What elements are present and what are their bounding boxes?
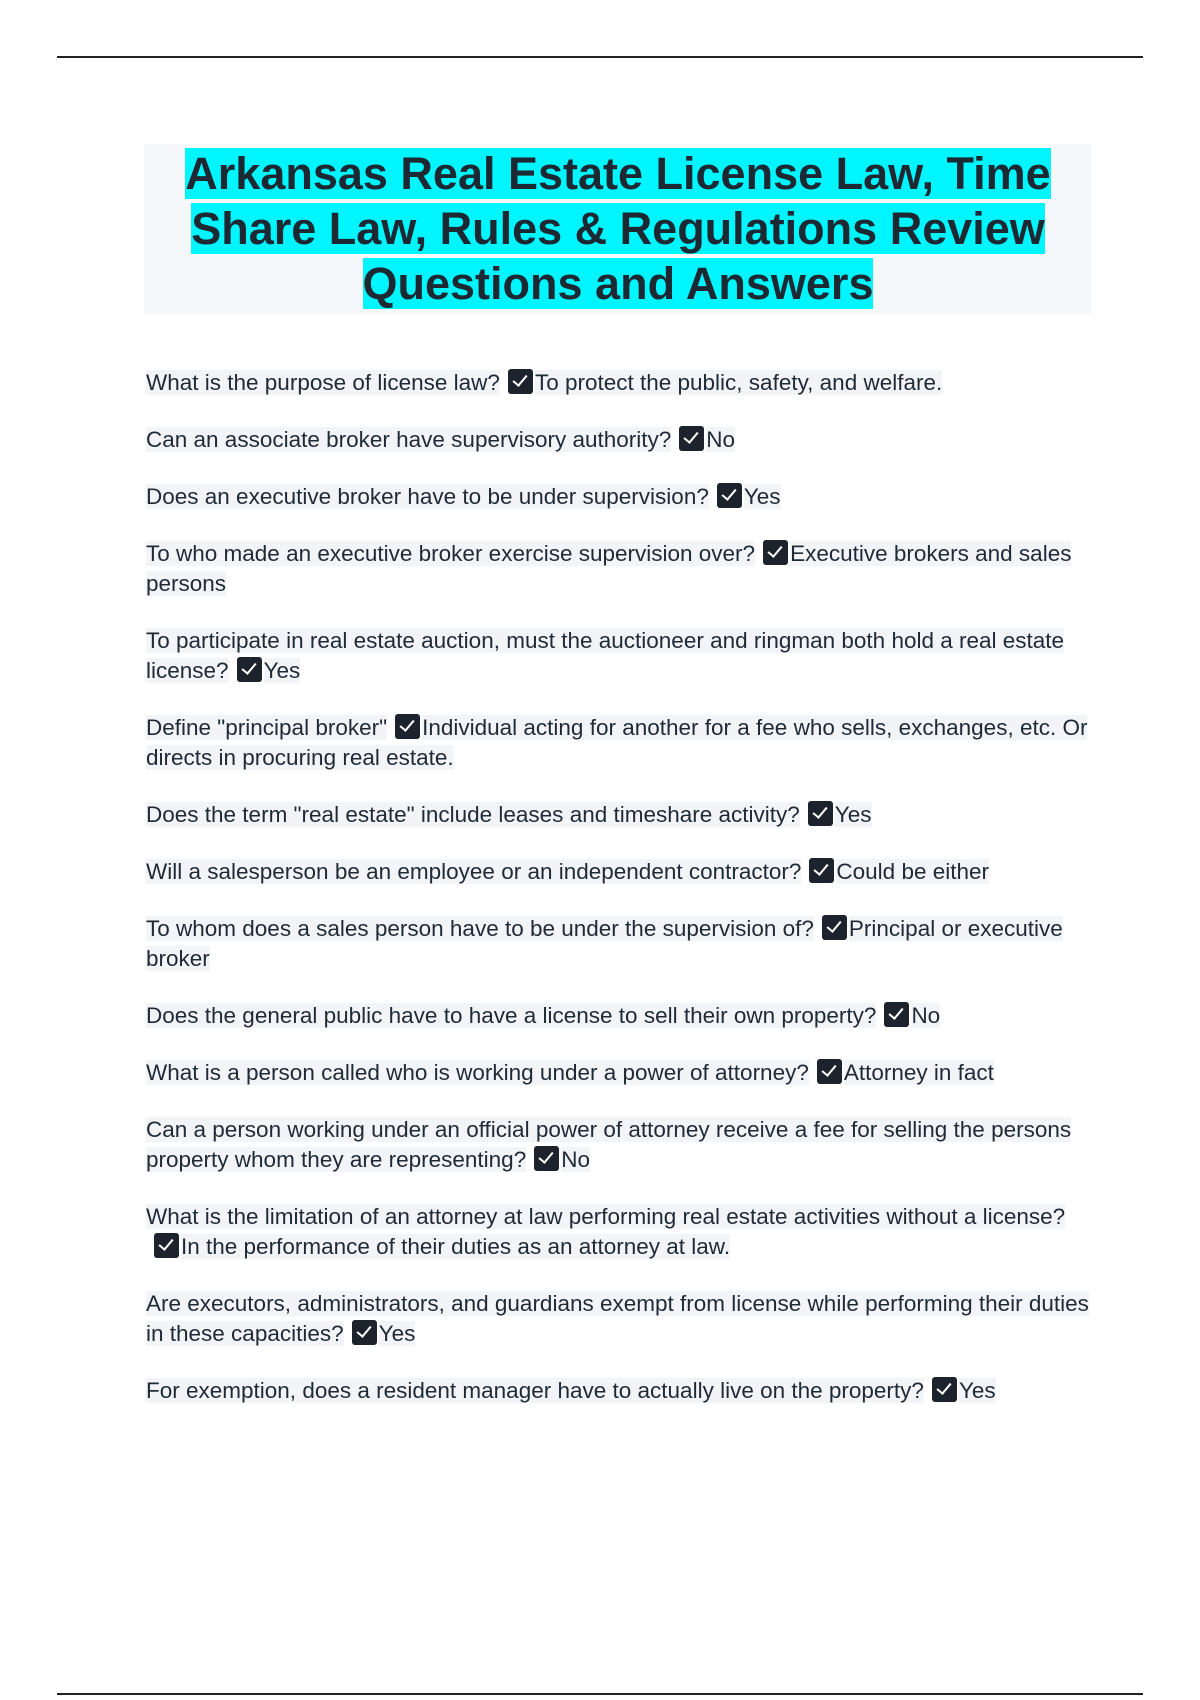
answer: No: [911, 1003, 941, 1028]
answer: Yes: [378, 1321, 416, 1346]
question: Are executors, administrators, and guardians exempt from license while performing their duties in these capacities?: [146, 1291, 1089, 1346]
question: Will a salesperson be an employee or an independent contractor?: [146, 859, 802, 884]
title-block: [144, 144, 1092, 314]
answer: Attorney in fact: [843, 1060, 994, 1085]
answer: To protect the public, safety, and welfare.: [534, 370, 943, 395]
check-box-icon: [237, 657, 262, 682]
check-box-icon: [817, 1059, 842, 1084]
check-box-icon: [679, 426, 704, 451]
check-box-icon: [534, 1146, 559, 1171]
question: Does the general public have to have a license to sell their own property?: [146, 1003, 877, 1028]
answer: Individual acting for another for a fee who sells, exchanges, etc. Or directs in procuring real estate.: [146, 715, 1088, 770]
answer: Yes: [263, 658, 301, 683]
answer: In the performance of their duties as an attorney at law.: [181, 1234, 731, 1259]
answer: Could be either: [836, 859, 990, 884]
question: What is the limitation of an attorney at law performing real estate activities without a license?: [146, 1204, 1066, 1229]
qa-item: [146, 425, 1092, 455]
question: Can an associate broker have supervisory authority?: [146, 427, 672, 452]
qa-item: [146, 626, 1092, 686]
check-box-icon: [352, 1320, 377, 1345]
check-box-icon: [932, 1377, 957, 1402]
qa-item: [146, 368, 1092, 398]
qa-item: [146, 1376, 1092, 1406]
question: Does an executive broker have to be under supervision?: [146, 484, 709, 509]
qa-list: [146, 368, 1092, 1433]
question: Does the term "real estate" include leases and timeshare activity?: [146, 802, 800, 827]
question: To participate in real estate auction, must the auctioneer and ringman both hold a real estate license?: [146, 628, 1065, 683]
bottom-rule: [57, 1693, 1143, 1695]
check-box-icon: [717, 483, 742, 508]
question: To whom does a sales person have to be under the supervision of?: [146, 916, 814, 941]
qa-item: [146, 539, 1092, 599]
page-title-text: Arkansas Real Estate License Law, Time Share Law, Rules & Regulations Review Questions and Answers: [185, 148, 1051, 309]
check-box-icon: [763, 540, 788, 565]
qa-item: [146, 800, 1092, 830]
qa-item: [146, 1115, 1092, 1175]
top-rule: [57, 56, 1143, 58]
qa-item: [146, 1202, 1092, 1262]
qa-item: [146, 857, 1092, 887]
check-box-icon: [884, 1002, 909, 1027]
qa-item: [146, 914, 1092, 974]
check-box-icon: [809, 858, 834, 883]
qa-item: [146, 1001, 1092, 1031]
question: For exemption, does a resident manager have to actually live on the property?: [146, 1378, 924, 1403]
question: What is the purpose of license law?: [146, 370, 500, 395]
qa-item: [146, 1058, 1092, 1088]
question: Define "principal broker": [146, 715, 388, 740]
check-box-icon: [508, 369, 533, 394]
question: To who made an executive broker exercise supervision over?: [146, 541, 756, 566]
answer: Yes: [743, 484, 781, 509]
answer: Yes: [958, 1378, 996, 1403]
page-title: [144, 144, 1092, 311]
question: Can a person working under an official power of attorney receive a fee for selling the persons property whom they are representing?: [146, 1117, 1072, 1172]
answer: No: [561, 1147, 590, 1172]
check-box-icon: [154, 1233, 179, 1258]
check-box-icon: [808, 801, 833, 826]
question: What is a person called who is working under a power of attorney?: [146, 1060, 809, 1085]
answer: No: [706, 427, 736, 452]
check-box-icon: [395, 714, 420, 739]
answer: Yes: [834, 802, 872, 827]
check-box-icon: [822, 915, 847, 940]
qa-item: [146, 482, 1092, 512]
qa-item: [146, 713, 1092, 773]
answer: Executive brokers and sales persons: [146, 541, 1072, 596]
answer: Principal or executive broker: [146, 916, 1063, 971]
qa-item: [146, 1289, 1092, 1349]
